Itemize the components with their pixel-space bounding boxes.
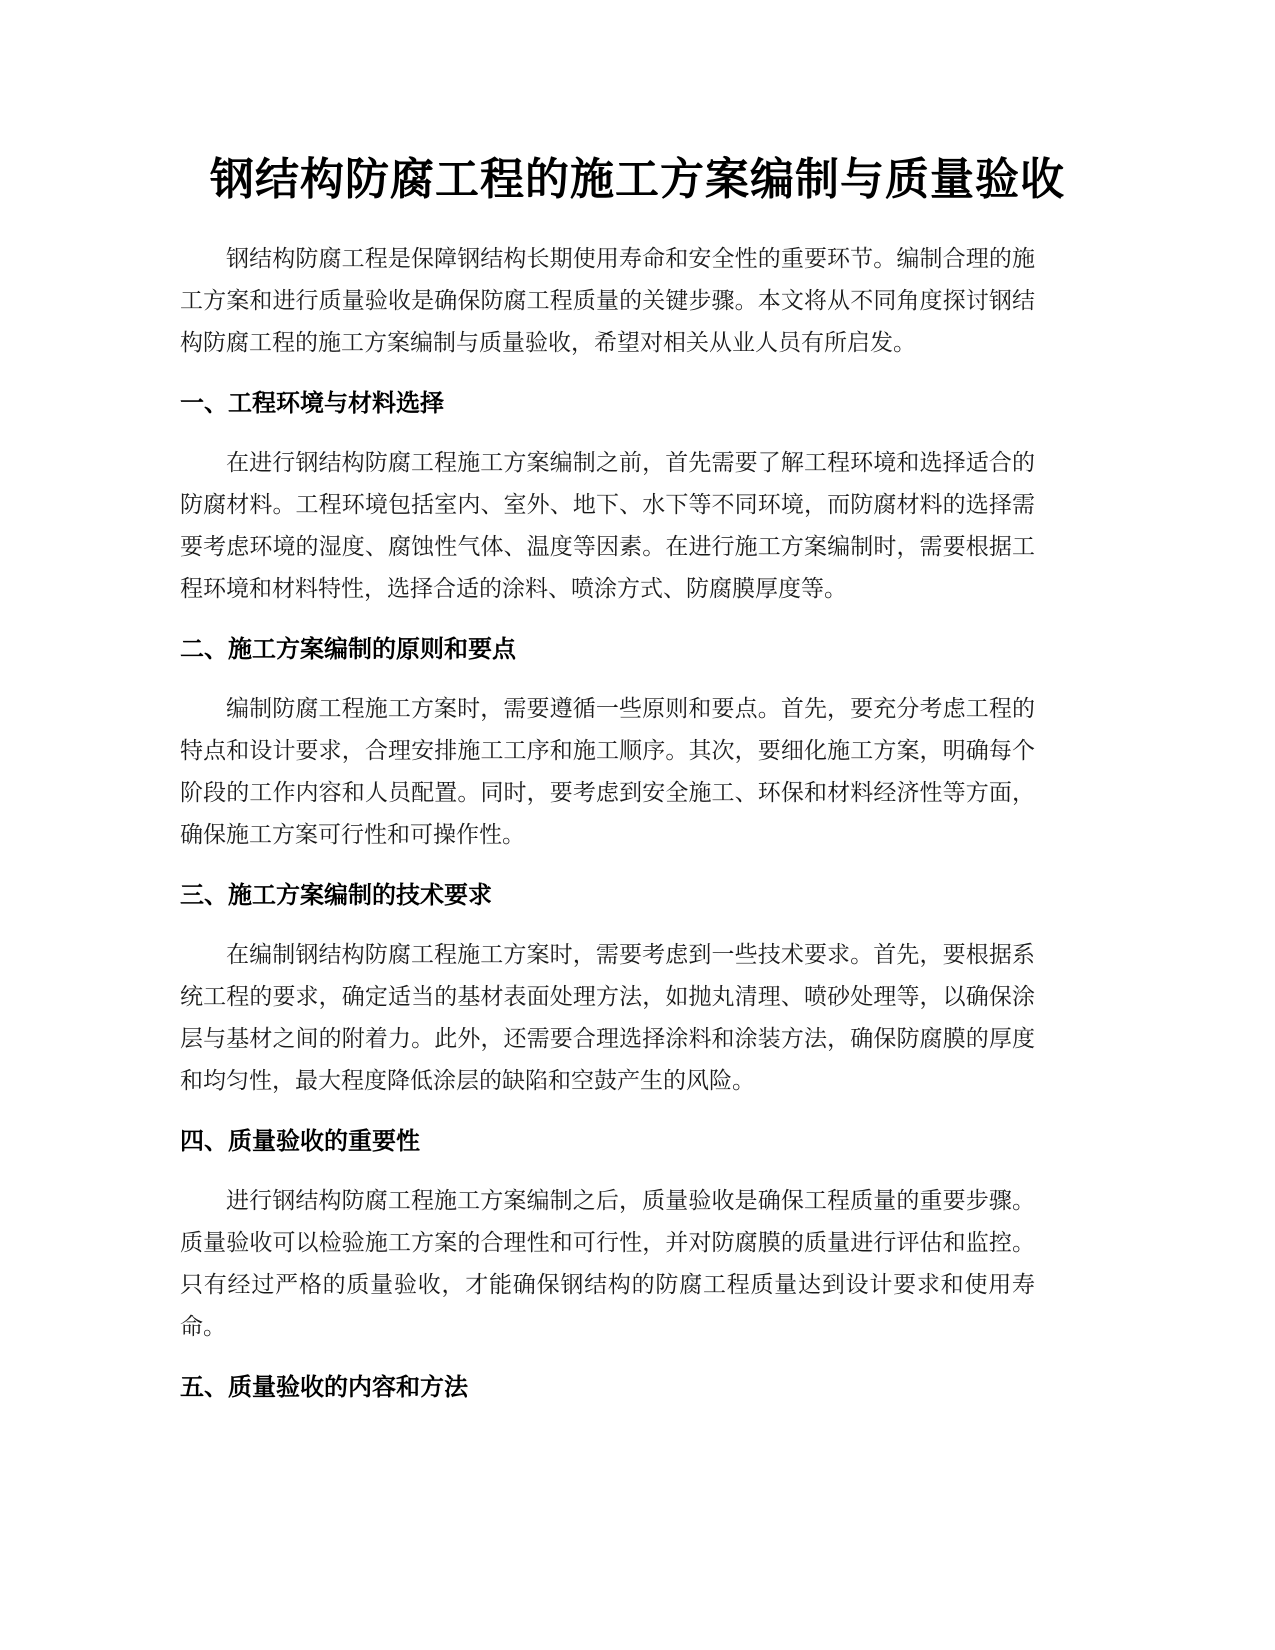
section-1-heading: 一、工程环境与材料选择 (180, 389, 444, 417)
section-4-heading: 四、质量验收的重要性 (180, 1127, 420, 1155)
section-4-paragraph: 进行钢结构防腐工程施工方案编制之后，质量验收是确保工程质量的重要步骤。质量验收可以检验施工方案的合理性和可行性，并对防腐膜的质量进行评估和监控。只有经过严格的质量验收，才能确保钢结构的防腐工程质量达到设计要求和使用寿命。 (180, 1188, 1035, 1340)
section-2-paragraph: 编制防腐工程施工方案时，需要遵循一些原则和要点。首先，要充分考虑工程的特点和设计要求，合理安排施工工序和施工顺序。其次，要细化施工方案，明确每个阶段的工作内容和人员配置。同时，要考虑到安全施工、环保和材料经济性等方面，确保施工方案可行性和可操作性。 (180, 696, 1035, 848)
section-3-paragraph: 在编制钢结构防腐工程施工方案时，需要考虑到一些技术要求。首先，要根据系统工程的要求，确定适当的基材表面处理方法，如抛丸清理、喷砂处理等，以确保涂层与基材之间的附着力。此外，还需要合理选择涂料和涂装方法，确保防腐膜的厚度和均匀性，最大程度降低涂层的缺陷和空鼓产生的风险。 (180, 942, 1035, 1094)
document-body (180, 238, 1035, 1408)
section-1-paragraph: 在进行钢结构防腐工程施工方案编制之前，首先需要了解工程环境和选择适合的防腐材料。工程环境包括室内、室外、地下、水下等不同环境，而防腐材料的选择需要考虑环境的湿度、腐蚀性气体、温度等因素。在进行施工方案编制时，需要根据工程环境和材料特性，选择合适的涂料、喷涂方式、防腐膜厚度等。 (180, 450, 1035, 602)
intro-paragraph: 钢结构防腐工程是保障钢结构长期使用寿命和安全性的重要环节。编制合理的施工方案和进行质量验收是确保防腐工程质量的关键步骤。本文将从不同角度探讨钢结构防腐工程的施工方案编制与质量验收，希望对相关从业人员有所启发。 (180, 246, 1035, 356)
section-3-heading: 三、施工方案编制的技术要求 (180, 881, 492, 909)
section-5-heading: 五、质量验收的内容和方法 (180, 1373, 468, 1401)
document-title: 钢结构防腐工程的施工方案编制与质量验收 (210, 154, 1065, 205)
section-2-heading: 二、施工方案编制的原则和要点 (180, 635, 516, 663)
